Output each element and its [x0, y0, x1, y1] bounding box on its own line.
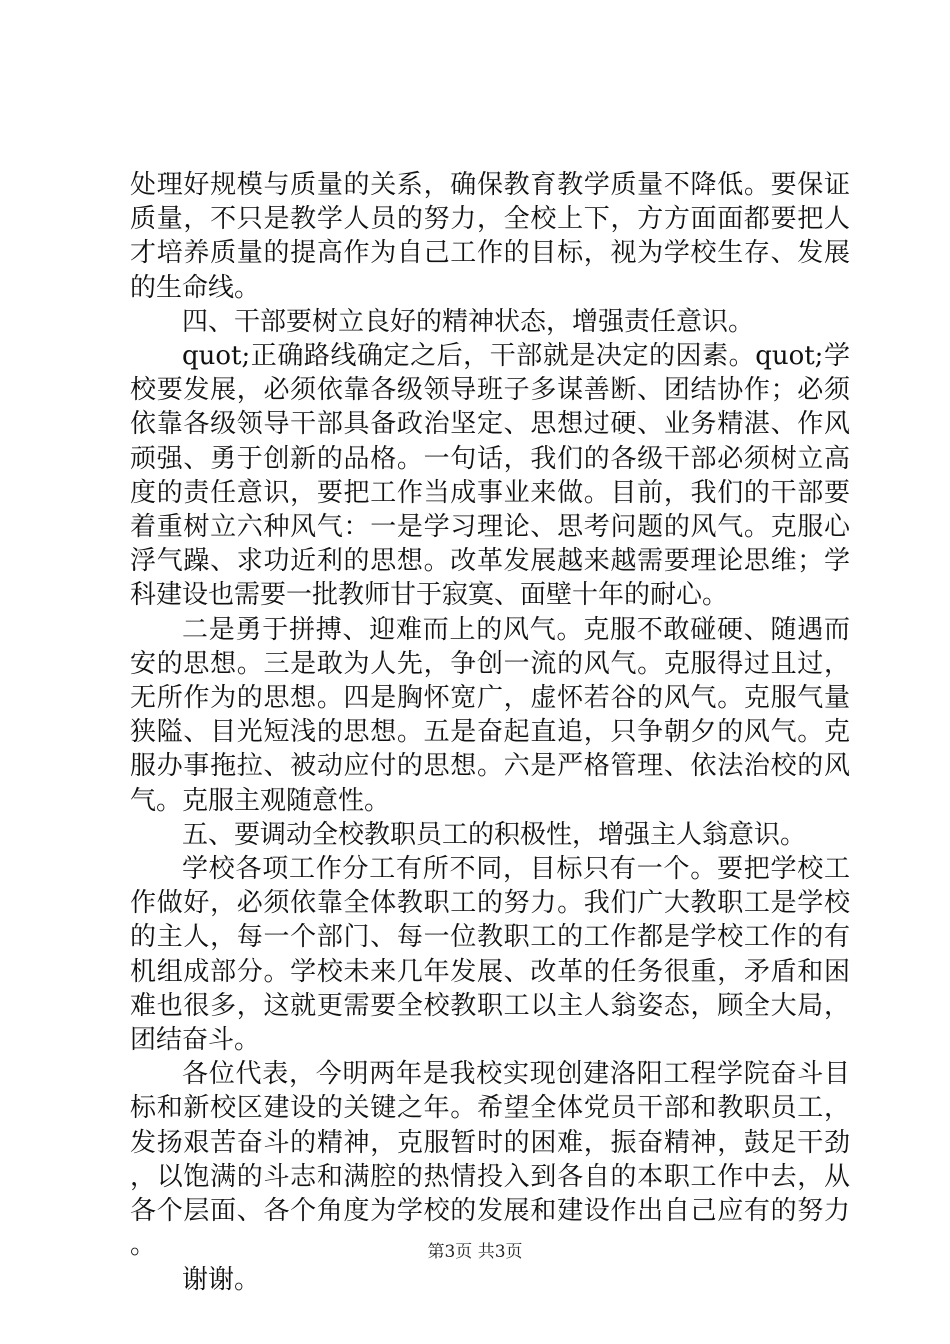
- page-number-footer: 第3页 共3页: [427, 1242, 523, 1262]
- section-heading-five: 五、要调动全校教职员工的积极性，增强主人翁意识。: [182, 819, 807, 850]
- paragraph-staff: 学校各项工作分工有所不同，目标只有一个。要把学校工作做好，必须依靠全体教职工的努力。我们广大教职工是学校的主人，每一个部门、每一位教职工的工作都是学校工作的有机组成部分。学校未来几年发展、改革的任务很重，矛盾和困难也很多，这就更需要全校教职工以主人翁姿态，顾全大局，团结奋斗。: [130, 854, 850, 1056]
- paragraph-six-styles: 二是勇于拼搏、迎难而上的风气。克服不敢碰硬、随遇而安的思想。三是敢为人先，争创一流的风气。克服得过且过，无所作为的思想。四是胸怀宽广，虚怀若谷的风气。克服气量狭隘、目光短浅的思想。五是奋起直追，只争朝夕的风气。克服办事拖拉、被动应付的思想。六是严格管理、依法治校的风气。克服主观随意性。: [130, 614, 850, 816]
- document-body: [130, 168, 850, 1297]
- section-heading-four: 四、干部要树立良好的精神状态，增强责任意识。: [182, 306, 755, 337]
- paragraph-cadres: quot;正确路线确定之后，干部就是决定的因素。quot;学校要发展，必须依靠各级领导班子多谋善断、团结协作；必须依靠各级领导干部具备政治坚定、思想过硬、业务精湛、作风顽强、勇于创新的品格。一句话，我们的各级干部必须树立高度的责任意识，要把工作当成事业来做。目前，我们的干部要着重树立六种风气：一是学习理论、思考问题的风气。克服心浮气躁、求功近利的思想。改革发展越来越需要理论思维；学科建设也需要一批教师甘于寂寞、面壁十年的耐心。: [130, 341, 850, 611]
- paragraph-closing: 各位代表，今明两年是我校实现创建洛阳工程学院奋斗目标和新校区建设的关键之年。希望全体党员干部和教职员工，发扬艰苦奋斗的精神，克服暂时的困难，振奋精神，鼓足干劲，以饱满的斗志和满腔的热情投入到各自的本职工作中去，从各个层面、各个角度为学校的发展和建设作出自己应有的努力。: [130, 1059, 850, 1261]
- paragraph-thanks: 谢谢。: [182, 1264, 261, 1295]
- paragraph-quality: 处理好规模与质量的关系，确保教育教学质量不降低。要保证质量，不只是教学人员的努力，全校上下，方方面面都要把人才培养质量的提高作为自己工作的目标，视为学校生存、发展的生命线。: [130, 170, 850, 303]
